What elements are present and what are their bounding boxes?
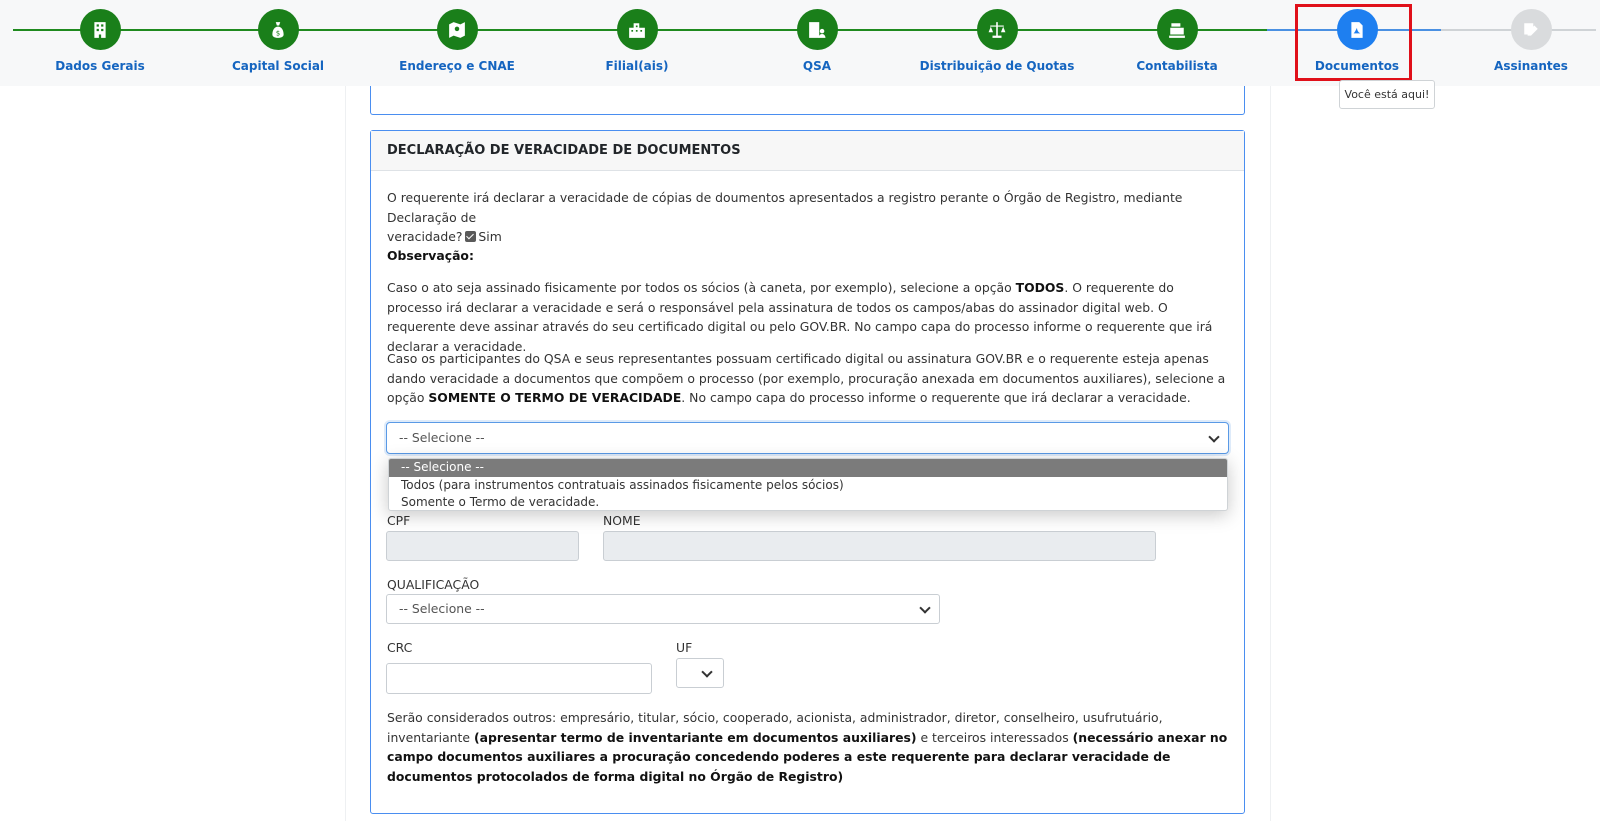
uf-label: UF — [676, 640, 693, 655]
chevron-down-icon — [919, 602, 930, 613]
svg-text:$: $ — [275, 29, 281, 38]
cash-register-icon — [1157, 9, 1198, 50]
money-bag-icon — [258, 9, 299, 50]
qualificacao-select[interactable] — [386, 594, 940, 624]
chevron-down-icon — [701, 666, 712, 677]
step-capital-social[interactable] — [188, 9, 368, 73]
declaration-type-select[interactable] — [386, 422, 1229, 454]
step-contabilista[interactable] — [1087, 9, 1267, 73]
p1-bold: TODOS — [1015, 280, 1065, 295]
scale-icon — [977, 9, 1018, 50]
map-icon — [437, 9, 478, 50]
cpf-label: CPF — [387, 513, 411, 528]
step-label: Dados Gerais — [55, 59, 145, 73]
observation-paragraph-1 — [387, 278, 1230, 356]
p2-text: Caso os participantes do QSA e seus representantes possuam certificado digital ou assinatura GOV.BR e o requerente esteja apenas dando veracidade a documentos que compõem o processo (por exemplo, procuração anexada em documentos auxiliares), selecione a opção — [387, 351, 1226, 406]
sim-label: Sim — [478, 229, 502, 245]
p2-bold: SOMENTE O TERMO DE VERACIDADE — [428, 390, 682, 406]
uf-select[interactable] — [676, 658, 724, 688]
note-text: Serão considerados outros: empresário, titular, sócio, cooperado, acionista, administrador, diretor, conselheiro, usufrutuário, inventariante — [387, 710, 1163, 745]
note-bold-1: (apresentar termo de inventariante em documentos auxiliares) — [473, 729, 917, 745]
step-label: Distribuição de Quotas — [919, 59, 1075, 73]
chevron-down-icon — [1208, 431, 1219, 442]
p1-text: Caso o ato seja assinado fisicamente por todos os sócios (à caneta, por exemplo), selecione a opção — [387, 280, 1016, 295]
step-dados-gerais[interactable] — [10, 9, 190, 73]
note-text-cont: e terceiros interessados — [916, 729, 1073, 745]
observation-title: Observação: — [387, 248, 474, 263]
step-label: Endereço e CNAE — [399, 59, 515, 73]
qualificacao-label: QUALIFICAÇÃO — [387, 577, 480, 592]
question-text: O requerente irá declarar a veracidade de cópias de doumentos apresentados a registro perante o Órgão de Registro, mediante Declaração de — [387, 190, 1183, 225]
other-qualifications-note — [387, 708, 1230, 786]
step-label: QSA — [802, 59, 832, 73]
crc-field[interactable] — [386, 663, 652, 694]
signature-icon — [1511, 9, 1552, 50]
select-value: -- Selecione -- — [399, 430, 485, 445]
select-value: -- Selecione -- — [399, 601, 485, 616]
previous-card — [370, 86, 1245, 115]
p2-text-cont: . No campo capa do processo informe o requerente que irá declarar a veracidade. — [681, 390, 1191, 406]
step-label: Capital Social — [231, 59, 325, 73]
step-label: Documentos — [1314, 59, 1400, 73]
step-qsa[interactable] — [727, 9, 907, 73]
step-assinantes[interactable] — [1441, 9, 1600, 73]
building-icon — [80, 9, 121, 50]
cpf-field[interactable] — [386, 531, 579, 561]
dropdown-option[interactable]: -- Selecione -- — [389, 459, 1227, 477]
nome-label: NOME — [603, 513, 641, 528]
note-bold-2: (necessário anexar no campo documentos auxiliares a procuração concedendo poderes a este requerente para declarar veracidade de documentos protocolados de forma digital no Órgão de Registro) — [387, 729, 1228, 784]
you-are-here-tooltip: Você está aqui! — [1339, 80, 1435, 109]
crc-label: CRC — [387, 640, 413, 655]
step-endereco-cnae[interactable] — [367, 9, 547, 73]
building-user-icon — [797, 9, 838, 50]
step-label: Contabilista — [1136, 59, 1218, 73]
dropdown-option[interactable]: Somente o Termo de veracidade. — [401, 495, 600, 510]
observation-paragraph-2 — [387, 349, 1230, 408]
dropdown-option[interactable]: Todos (para instrumentos contratuais assinados fisicamente pelos sócios) — [401, 477, 844, 492]
nome-field[interactable] — [603, 531, 1156, 561]
step-label: Filial(ais) — [605, 59, 669, 73]
city-icon — [617, 9, 658, 50]
veracity-question — [387, 188, 1237, 247]
question-text-cont: veracidade? — [387, 229, 463, 245]
document-icon — [1337, 9, 1378, 50]
declaration-type-dropdown — [388, 458, 1228, 511]
sim-checkbox[interactable] — [465, 231, 476, 242]
p1-text-cont: . O requerente do processo irá declarar a veracidade e será o responsável pela assinatura de todos os campos/abas do assinador digital web. O requerente deve assinar através do seu certificado digital ou pelo GOV.BR. No campo capa do processo informe o requerente que irá declarar a veracidade. — [387, 280, 1213, 354]
step-filiais[interactable] — [547, 9, 727, 73]
step-label: Assinantes — [1494, 59, 1568, 73]
step-distribuicao-quotas[interactable] — [907, 9, 1087, 73]
card-title: DECLARAÇÃO DE VERACIDADE DE DOCUMENTOS — [371, 131, 1244, 171]
